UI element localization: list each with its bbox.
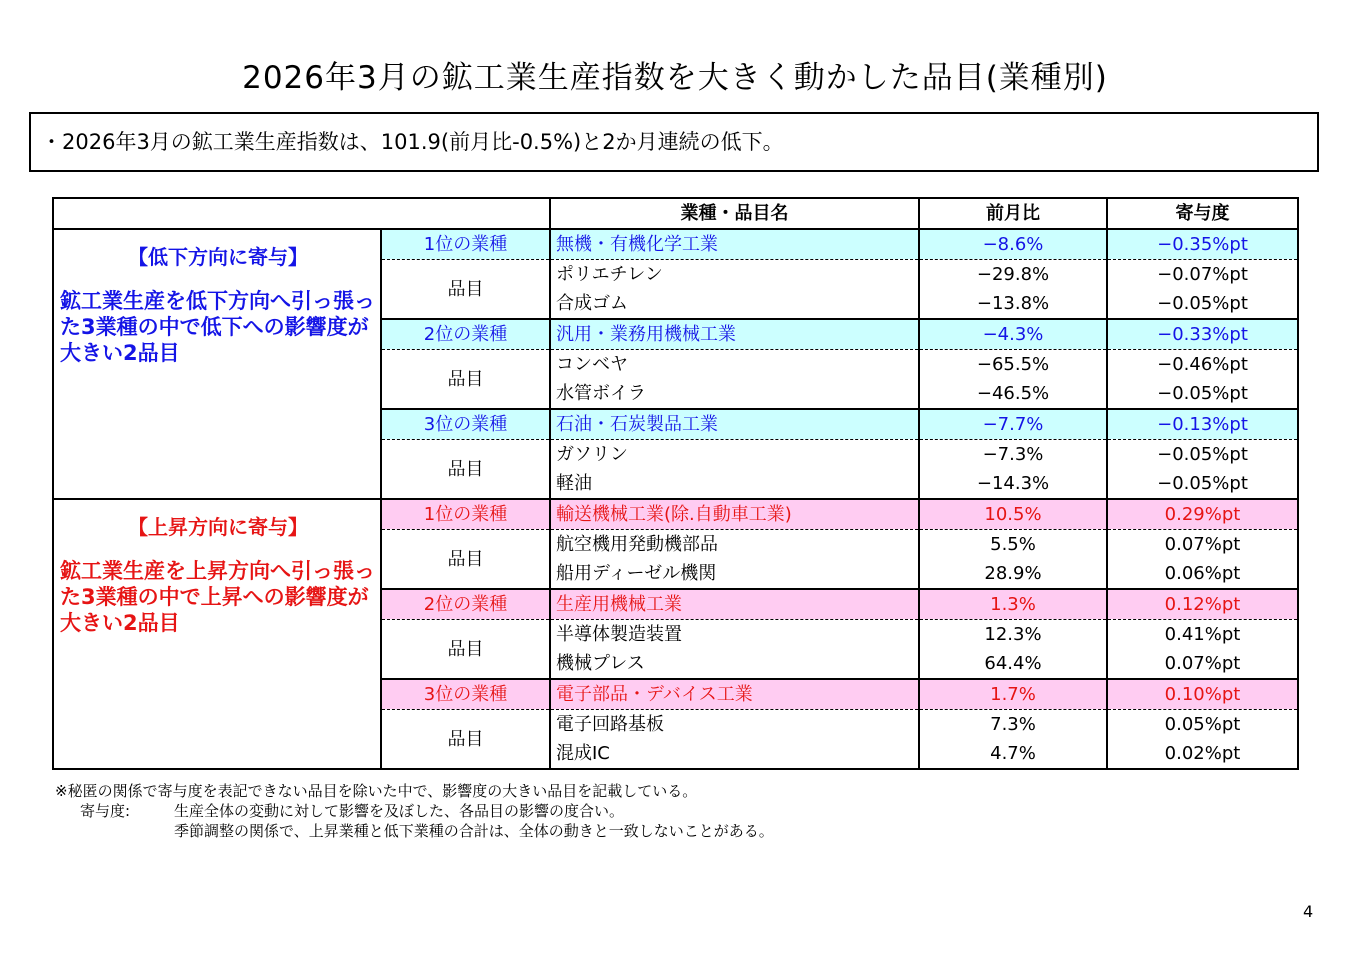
industry-mom: 10.5% [919,499,1107,530]
up-group-description: 鉱工業生産を上昇方向へ引っ張った3業種の中で上昇への影響度が大きい2品目 [60,559,375,635]
industry-name: 石油・石炭製品工業 [550,409,919,440]
item-label: 品目 [381,620,550,680]
industry-contrib: 0.12%pt [1107,589,1298,620]
industry-contrib: 0.10%pt [1107,679,1298,710]
industry-name: 汎用・業務用機械工業 [550,319,919,350]
item-label: 品目 [381,350,550,410]
item-mom: −7.3% [919,440,1107,470]
footnote-key: 寄与度: [80,802,131,820]
page-number: 4 [1303,902,1314,921]
industry-rank: 1位の業種 [381,229,550,260]
up-group-cell [53,499,381,769]
item-contrib: −0.07%pt [1107,260,1298,290]
header-mom: 前月比 [919,198,1107,229]
item-name: コンベヤ [550,350,919,380]
industry-mom: 1.3% [919,589,1107,620]
item-name: 航空機用発動機部品 [550,530,919,560]
summary-box: ・2026年3月の鉱工業生産指数は、101.9(前月比-0.5%)と2か月連続の低下。 [29,112,1319,172]
footnote-definition-text: 生産全体の変動に対して影響を及ぼした、各品目の影響の度合い。 [174,802,625,820]
header-blank-cell [53,198,550,229]
item-name: 軽油 [550,469,919,499]
item-label: 品目 [381,530,550,590]
item-mom: 12.3% [919,620,1107,650]
item-contrib: −0.46%pt [1107,350,1298,380]
item-mom: −65.5% [919,350,1107,380]
industry-rank: 2位の業種 [381,589,550,620]
item-name: 合成ゴム [550,289,919,319]
item-mom: 28.9% [919,559,1107,589]
item-mom: 7.3% [919,710,1107,740]
down-section [53,229,1298,499]
industry-rank: 3位の業種 [381,409,550,440]
industry-name: 生産用機械工業 [550,589,919,620]
item-name: 混成IC [550,739,919,769]
item-name: 機械プレス [550,649,919,679]
footnote-line: ※秘匿の関係で寄与度を表記できない品目を除いた中で、影響度の大きい品目を記載している。 [55,782,698,800]
item-name: 電子回路基板 [550,710,919,740]
industry-contrib: −0.13%pt [1107,409,1298,440]
item-name: ガソリン [550,440,919,470]
item-contrib: 0.05%pt [1107,710,1298,740]
item-mom: 4.7% [919,739,1107,769]
industry-contrib: 0.29%pt [1107,499,1298,530]
industry-contrib: −0.33%pt [1107,319,1298,350]
item-mom: −46.5% [919,379,1107,409]
item-contrib: 0.06%pt [1107,559,1298,589]
item-contrib: 0.41%pt [1107,620,1298,650]
contribution-table [52,197,1299,770]
item-name: 水管ボイラ [550,379,919,409]
industry-mom: −4.3% [919,319,1107,350]
item-name: ポリエチレン [550,260,919,290]
item-label: 品目 [381,440,550,500]
industry-rank: 1位の業種 [381,499,550,530]
header-contrib: 寄与度 [1107,198,1298,229]
item-name: 船用ディーゼル機関 [550,559,919,589]
industry-name: 無機・有機化学工業 [550,229,919,260]
up-section [53,499,1298,769]
item-mom: 64.4% [919,649,1107,679]
up-group-heading: 【上昇方向に寄与】 [128,515,308,539]
industry-name: 輸送機械工業(除.自動車工業) [550,499,919,530]
page-title: 2026年3月の鉱工業生産指数を大きく動かした品目(業種別) [242,60,1108,96]
footnote-definition [55,801,774,821]
industry-row [53,229,1298,260]
item-mom: 5.5% [919,530,1107,560]
down-group-cell [53,229,381,499]
item-contrib: 0.02%pt [1107,739,1298,769]
industry-contrib: −0.35%pt [1107,229,1298,260]
item-name: 半導体製造装置 [550,620,919,650]
footnotes [55,781,774,841]
industry-name: 電子部品・デバイス工業 [550,679,919,710]
item-contrib: −0.05%pt [1107,469,1298,499]
industry-rank: 3位の業種 [381,679,550,710]
down-group-heading: 【低下方向に寄与】 [128,245,308,269]
down-group-description: 鉱工業生産を低下方向へ引っ張った3業種の中で低下への影響度が大きい2品目 [60,289,375,365]
industry-mom: −7.7% [919,409,1107,440]
industry-mom: −8.6% [919,229,1107,260]
item-mom: −13.8% [919,289,1107,319]
item-contrib: −0.05%pt [1107,379,1298,409]
item-contrib: 0.07%pt [1107,530,1298,560]
industry-rank: 2位の業種 [381,319,550,350]
table-header-row [53,198,1298,229]
industry-row [53,499,1298,530]
header-name: 業種・品目名 [550,198,919,229]
item-mom: −14.3% [919,469,1107,499]
item-label: 品目 [381,710,550,770]
item-contrib: −0.05%pt [1107,289,1298,319]
item-label: 品目 [381,260,550,320]
item-mom: −29.8% [919,260,1107,290]
item-contrib: 0.07%pt [1107,649,1298,679]
footnote-line: 季節調整の関係で、上昇業種と低下業種の合計は、全体の動きと一致しないことがある。 [174,822,774,840]
industry-mom: 1.7% [919,679,1107,710]
item-contrib: −0.05%pt [1107,440,1298,470]
